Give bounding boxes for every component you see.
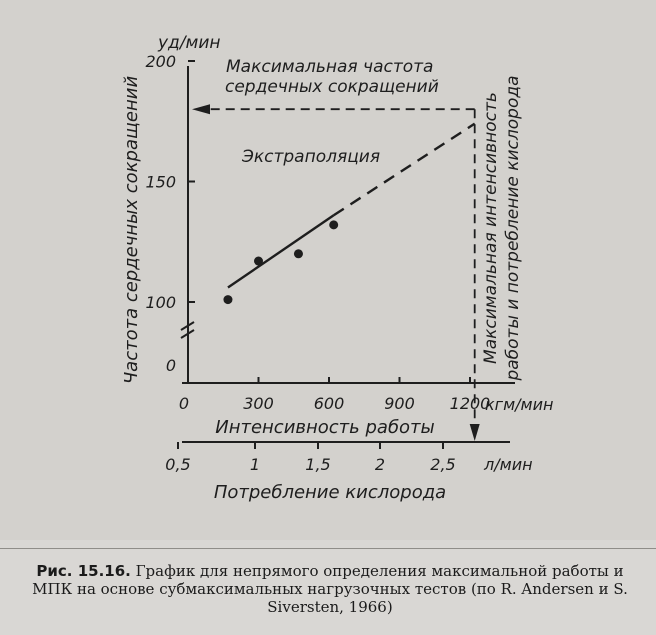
max-work-arrowhead xyxy=(470,424,480,441)
caption-rule xyxy=(0,548,656,549)
data-point xyxy=(294,249,303,258)
y-axis-unit: уд/мин xyxy=(158,33,221,53)
data-point xyxy=(254,257,263,266)
annotation-max-work-line1: Максимальная интенсивность xyxy=(481,92,501,364)
y-tick-label: 200 xyxy=(145,52,176,71)
data-point xyxy=(329,220,338,229)
x-work-tick-label: 600 xyxy=(313,394,345,413)
x-oxygen-tick-label: 0,5 xyxy=(165,455,191,474)
y-axis-label: Частота сердечных сокращений xyxy=(121,75,142,385)
x-oxygen-tick-label: 1 xyxy=(249,455,261,474)
caption-label: Рис. 15.16. xyxy=(36,562,131,580)
annotation-extrapolation: Экстраполяция xyxy=(242,147,381,167)
x-axis-work-label: Интенсивность работы xyxy=(215,417,435,438)
x-axis-oxygen-label: Потребление кислорода xyxy=(213,482,447,503)
annotation-max-hr-line2: сердечных сокращений xyxy=(225,77,439,97)
x-work-tick-label: 0 xyxy=(178,394,190,413)
data-point xyxy=(223,295,232,304)
annotation-max-work-line2: работы и потребление кислорода xyxy=(503,75,523,381)
y-tick-label: 100 xyxy=(145,293,176,312)
y-tick-label: 150 xyxy=(145,172,176,192)
caption-text: График для непрямого определения максимальной работы и МПК на основе субмаксимальных нагрузочных тестов (по R. Andersen и S. Siversten, 1966) xyxy=(32,562,628,616)
x-work-tick-label: 1200 xyxy=(449,394,491,413)
y-tick-label: 0 xyxy=(165,356,176,375)
x-oxygen-tick-label: 1,5 xyxy=(305,455,331,474)
x-oxygen-tick-label: 2,5 xyxy=(430,455,456,474)
x-axis-work-unit: кгм/мин xyxy=(485,395,554,414)
x-work-tick-label: 300 xyxy=(243,394,274,413)
max-hr-arrowhead xyxy=(192,104,210,114)
x-oxygen-tick-label: 2 xyxy=(374,455,386,474)
annotation-max-hr-line1: Максимальная частота xyxy=(226,57,434,77)
x-work-tick-label: 900 xyxy=(384,394,415,413)
x-axis-oxygen-unit: л/мин xyxy=(484,455,533,474)
extrapolation-line xyxy=(334,124,475,216)
fit-line xyxy=(228,215,334,287)
figure-caption xyxy=(30,562,630,616)
